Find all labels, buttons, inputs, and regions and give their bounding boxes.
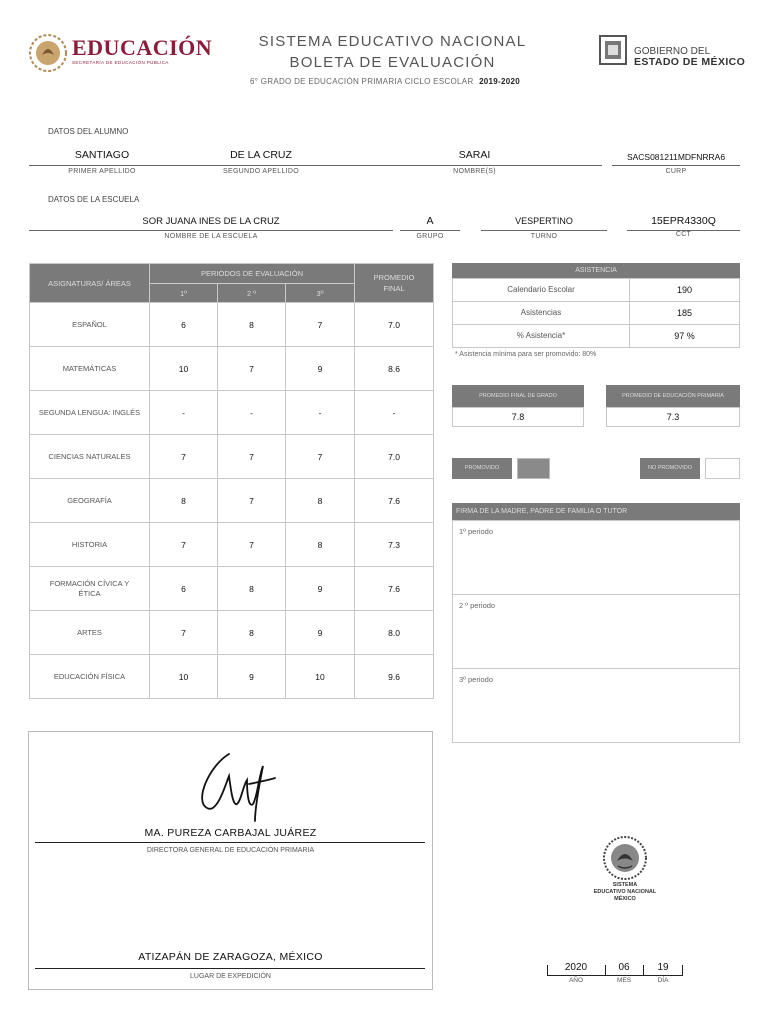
date-underline xyxy=(547,975,683,976)
title-line1: SISTEMA EDUCATIVO NACIONAL xyxy=(258,33,527,50)
grades-row xyxy=(30,567,434,611)
student-names: SARAI xyxy=(458,149,491,161)
director-name-line xyxy=(35,842,425,843)
subject-cell: EDUCACIÓN FÍSICA xyxy=(30,655,150,699)
tutor-signature-header: FIRMA DE LA MADRE, PADRE DE FAMILIA O TUTOR xyxy=(452,503,740,520)
attendance-header: ASISTENCIA xyxy=(452,263,740,278)
period3-grade: 7 xyxy=(286,303,355,347)
first-surname-line xyxy=(29,165,175,166)
period1-grade: 6 xyxy=(150,567,218,611)
second-surname-label: SEGUNDO APELLIDO xyxy=(223,168,299,175)
second-surname-line xyxy=(175,165,347,166)
period2-grade: 8 xyxy=(218,567,286,611)
percent-label: % Asistencia* xyxy=(453,325,630,347)
group-label: GRUPO xyxy=(416,233,444,240)
period1-grade: 7 xyxy=(150,611,218,655)
grades-row xyxy=(30,391,434,435)
gov-line1: GOBIERNO DEL xyxy=(634,46,711,57)
period2-grade: 8 xyxy=(218,303,286,347)
subject-cell: SEGUNDA LENGUA: INGLÉS xyxy=(30,391,150,435)
subtitle xyxy=(200,77,570,86)
not-promoted-label: NO PROMOVIDO xyxy=(640,458,700,479)
signature-period-3[interactable] xyxy=(452,668,740,743)
seal-line2: EDUCATIVO NACIONAL xyxy=(593,889,657,895)
final-average: 7.6 xyxy=(355,567,434,611)
school-name-label: NOMBRE DE LA ESCUELA xyxy=(164,233,258,240)
attendance-row-attendances xyxy=(452,302,740,325)
percent-value: 97 % xyxy=(674,331,695,341)
first-surname: SANTIAGO xyxy=(74,149,130,161)
date-year-label: AÑO xyxy=(568,977,584,984)
group-value: A xyxy=(426,215,434,227)
period3-grade: 9 xyxy=(286,611,355,655)
subject-cell: ESPAÑOL xyxy=(30,303,150,347)
grades-table xyxy=(29,263,434,699)
period3-label: 3º periodo xyxy=(459,675,494,684)
grades-row xyxy=(30,435,434,479)
grades-row xyxy=(30,523,434,567)
period1-grade: - xyxy=(150,391,218,435)
group-line xyxy=(400,230,460,231)
period1-grade: 7 xyxy=(150,435,218,479)
director-name: MA. PUREZA CARBAJAL JUÁREZ xyxy=(144,827,317,839)
date-day: 19 xyxy=(657,962,669,973)
shift-value: VESPERTINO xyxy=(515,216,573,226)
subject-cell: CIENCIAS NATURALES xyxy=(30,435,150,479)
national-seal xyxy=(580,835,670,905)
signature-period-1[interactable] xyxy=(452,520,740,595)
first-surname-label: PRIMER APELLIDO xyxy=(68,168,136,175)
final-average: 9.6 xyxy=(355,655,434,699)
promoted-checkbox[interactable] xyxy=(517,458,550,479)
attendances-value: 185 xyxy=(676,308,693,318)
col-p1-header: 1º xyxy=(150,284,218,303)
period1-grade: 10 xyxy=(150,655,218,699)
shift-label: TURNO xyxy=(530,233,558,240)
not-promoted-checkbox[interactable] xyxy=(705,458,740,479)
final-average: - xyxy=(355,391,434,435)
gov-logo xyxy=(598,33,748,73)
curp-label: CURP xyxy=(665,168,687,175)
attendance-row-percent xyxy=(452,325,740,348)
col-p3-header: 3º xyxy=(286,284,355,303)
director-title: DIRECTORA GENERAL DE EDUCACIÓN PRIMARIA xyxy=(146,847,315,854)
state-emblem-icon xyxy=(598,33,628,67)
curp-line xyxy=(612,165,740,166)
final-average: 7.3 xyxy=(355,523,434,567)
period2-grade: 7 xyxy=(218,347,286,391)
place-line xyxy=(35,968,425,969)
period2-grade: 8 xyxy=(218,611,286,655)
promoted-label: PROMOVIDO xyxy=(452,458,512,479)
period3-grade: 8 xyxy=(286,523,355,567)
names-line xyxy=(347,165,602,166)
date-month: 06 xyxy=(618,962,630,973)
date-tick-3 xyxy=(643,965,644,975)
grade-cycle: 6° GRADO DE EDUCACIÓN PRIMARIA CICLO ESCOLAR xyxy=(249,77,474,86)
period2-grade: 7 xyxy=(218,523,286,567)
cct-value: 15EPR4330Q xyxy=(651,215,716,227)
student-section-label: DATOS DEL ALUMNO xyxy=(48,127,129,136)
period2-label: 2 º periodo xyxy=(459,601,496,610)
attendance-row-calendar xyxy=(452,278,740,302)
period3-grade: 9 xyxy=(286,567,355,611)
date-year: 2020 xyxy=(564,962,588,973)
period2-grade: 7 xyxy=(218,479,286,523)
date-tick-1 xyxy=(547,965,548,975)
second-surname: DE LA CRUZ xyxy=(230,149,292,161)
grade-average-value: 7.8 xyxy=(511,412,525,422)
period3-grade: 8 xyxy=(286,479,355,523)
school-name: SOR JUANA INES DE LA CRUZ xyxy=(142,216,280,227)
calendar-label: Calendario Escolar xyxy=(453,279,630,301)
calendar-value: 190 xyxy=(676,285,693,295)
title-line2: BOLETA DE EVALUACIÓN xyxy=(289,54,496,71)
primary-average-value: 7.3 xyxy=(666,412,680,422)
period3-grade: 9 xyxy=(286,347,355,391)
date-tick-4 xyxy=(682,965,683,975)
final-average: 8.0 xyxy=(355,611,434,655)
date-tick-2 xyxy=(605,965,606,975)
period1-label: 1º periodo xyxy=(459,527,494,536)
primary-average-header: PROMEDIO DE EDUCACIÓN PRIMARIA xyxy=(606,385,740,407)
school-section-label: DATOS DE LA ESCUELA xyxy=(48,195,140,204)
curp-value: SACS081211MDFNRRA6 xyxy=(626,152,726,162)
attendance-note: * Asistencia mínima para ser promovido: 80% xyxy=(455,351,597,358)
subject-cell: MATEMÁTICAS xyxy=(30,347,150,391)
final-average: 7.0 xyxy=(355,435,434,479)
eagle-emblem-icon xyxy=(28,33,68,73)
final-average: 8.6 xyxy=(355,347,434,391)
place-label: LUGAR DE EXPEDICIÓN xyxy=(190,973,271,980)
cct-label: CCT xyxy=(675,231,692,238)
period1-grade: 7 xyxy=(150,523,218,567)
seal-line3: MÉXICO xyxy=(614,896,636,902)
place-value: ATIZAPÁN DE ZARAGOZA, MÉXICO xyxy=(138,951,323,963)
col-subject-header: ASIGNATURAS/ ÁREAS xyxy=(30,264,150,303)
school-name-line xyxy=(29,230,393,231)
grades-row xyxy=(30,655,434,699)
col-final-header: PROMEDIO FINAL xyxy=(355,264,434,303)
subject-cell: HISTORIA xyxy=(30,523,150,567)
director-box xyxy=(28,731,433,990)
seal-line1: SISTEMA xyxy=(612,882,638,888)
sep-logo xyxy=(28,32,218,74)
col-p2-header: 2 º xyxy=(218,284,286,303)
date-month-label: MES xyxy=(616,977,632,984)
grades-row xyxy=(30,479,434,523)
subject-cell: ARTES xyxy=(30,611,150,655)
shift-line xyxy=(481,230,607,231)
signature-icon xyxy=(189,746,279,826)
final-average: 7.0 xyxy=(355,303,434,347)
grades-row xyxy=(30,611,434,655)
grades-row xyxy=(30,303,434,347)
national-seal-icon xyxy=(602,835,648,881)
signature-period-2[interactable] xyxy=(452,594,740,669)
period3-grade: - xyxy=(286,391,355,435)
period1-grade: 6 xyxy=(150,303,218,347)
grade-average-box xyxy=(452,407,584,427)
primary-average-box xyxy=(606,407,740,427)
grades-row xyxy=(30,347,434,391)
grade-average-header: PROMEDIO FINAL DE GRADO xyxy=(452,385,584,407)
date-day-label: DÍA xyxy=(657,977,669,984)
names-label: NOMBRE(S) xyxy=(453,168,496,175)
period2-grade: 7 xyxy=(218,435,286,479)
attendances-label: Asistencias xyxy=(453,302,630,324)
gov-line2: ESTADO DE MÉXICO xyxy=(634,56,746,68)
period3-grade: 10 xyxy=(286,655,355,699)
education-logo-text: EDUCACIÓN xyxy=(72,35,213,60)
education-logo-sub: SECRETARÍA DE EDUCACIÓN PÚBLICA xyxy=(72,60,169,65)
school-year: 2019-2020 xyxy=(479,77,521,86)
period3-grade: 7 xyxy=(286,435,355,479)
subject-cell: FORMACIÓN CÍVICA Y ÉTICA xyxy=(30,567,150,611)
period1-grade: 10 xyxy=(150,347,218,391)
subject-cell: GEOGRAFÍA xyxy=(30,479,150,523)
period1-grade: 8 xyxy=(150,479,218,523)
final-average: 7.6 xyxy=(355,479,434,523)
period2-grade: 9 xyxy=(218,655,286,699)
issue-date xyxy=(547,962,683,988)
period2-grade: - xyxy=(218,391,286,435)
col-periods-header: PERIODOS DE EVALUACIÓN xyxy=(150,264,355,284)
